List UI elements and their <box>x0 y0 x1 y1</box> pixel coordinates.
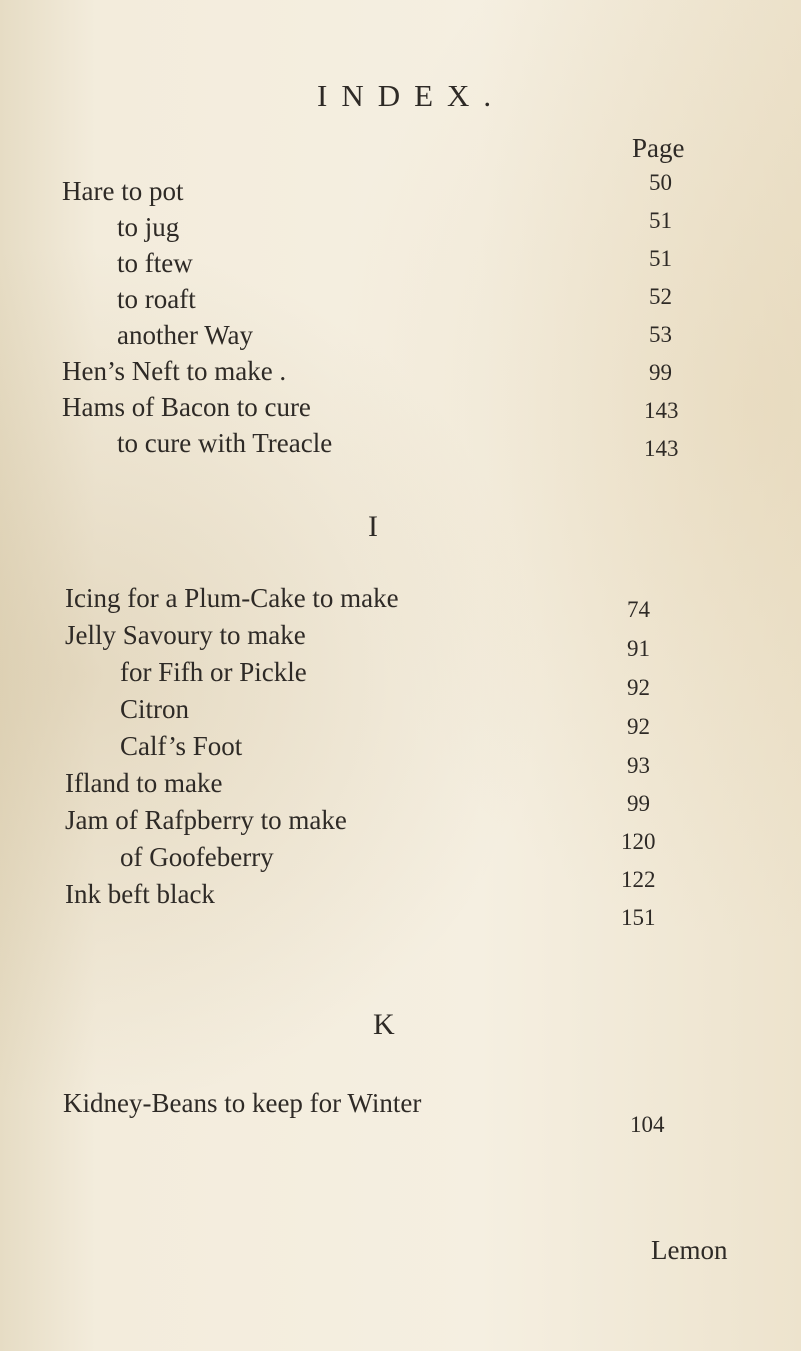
index-entry: to jug <box>117 212 180 242</box>
page-number: 122 <box>621 867 656 892</box>
index-entry: Citron <box>120 694 190 724</box>
catchword: Lemon <box>651 1235 728 1265</box>
index-entry: Calf’s Foot <box>120 731 243 761</box>
index-entry: another Way <box>117 320 254 350</box>
page-number: 53 <box>649 322 672 347</box>
page-number: 99 <box>627 791 650 816</box>
section-letter: I <box>368 510 378 543</box>
page-number: 51 <box>649 208 672 233</box>
page-number: 104 <box>630 1112 665 1137</box>
page-number: 74 <box>627 597 650 622</box>
page-number: 50 <box>649 170 672 195</box>
index-entry: for Fifh or Pickle <box>120 657 307 687</box>
page-number: 93 <box>627 753 650 778</box>
page-number: 143 <box>644 436 679 461</box>
page-title: INDEX. <box>317 78 506 113</box>
page-number: 143 <box>644 398 679 423</box>
section-letter: K <box>373 1008 395 1041</box>
index-entry: to cure with Treacle <box>117 428 333 458</box>
page-column-label: Page <box>632 133 685 163</box>
page-number: 51 <box>649 246 672 271</box>
page-number: 151 <box>621 905 656 930</box>
index-entry: Ink beft black <box>65 879 215 909</box>
page-number: 120 <box>621 829 656 854</box>
index-entry: to ftew <box>117 248 193 278</box>
page-number: 92 <box>627 675 650 700</box>
index-entry: to roaft <box>117 284 196 314</box>
page-number: 91 <box>627 636 650 661</box>
index-entry: Kidney-Beans to keep for Winter <box>63 1088 422 1118</box>
index-entry: Ifland to make <box>65 768 223 798</box>
index-entry: Hare to pot <box>62 176 184 206</box>
index-entry: of Goofeberry <box>120 842 274 872</box>
page-number: 99 <box>649 360 672 385</box>
index-entry: Hams of Bacon to cure <box>62 392 311 422</box>
page-number: 52 <box>649 284 672 309</box>
index-entry: Jelly Savoury to make <box>65 620 306 650</box>
page-number: 92 <box>627 714 650 739</box>
index-entry: Jam of Rafpberry to make <box>65 805 347 835</box>
index-entry: Icing for a Plum-Cake to make <box>65 583 399 613</box>
index-entry: Hen’s Neft to make . <box>62 356 287 386</box>
